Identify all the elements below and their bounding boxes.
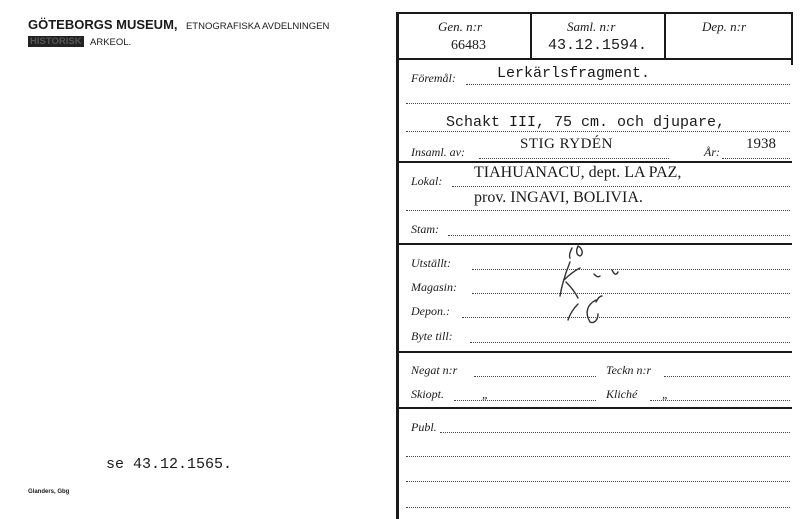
ar-value: 1938 (746, 136, 776, 152)
gen-label: Gen. n:r (438, 19, 483, 34)
lokal-line-2 (406, 210, 790, 211)
header-top-border (398, 12, 792, 14)
depon-label: Depon.: (411, 304, 450, 318)
teckn-line (664, 376, 790, 377)
lokal-value-1: TIAHUANACU, dept. LA PAZ, (474, 164, 682, 181)
byte-label: Byte till: (411, 329, 453, 343)
printer-mark: Glanders, Gbg (28, 489, 70, 495)
insaml-line (479, 158, 669, 159)
foremal-value: Lerkärlsfragment. (497, 65, 651, 82)
stam-label: Stam: (411, 222, 439, 236)
stam-line (448, 235, 790, 236)
foremal-value-2: Schakt III, 75 cm. och djupare, (446, 114, 726, 131)
section-line-1 (398, 161, 792, 163)
section-line-3 (398, 351, 792, 353)
publ-label: Publ. (411, 420, 437, 434)
ar-label: År: (704, 145, 720, 159)
insaml-value: STIG RYDÉN (520, 136, 613, 152)
kliche-label: Kliché (606, 387, 638, 401)
negat-line (474, 376, 596, 377)
arkeol-label: ARKEOL. (90, 37, 132, 48)
kliche-line (650, 400, 790, 401)
insaml-label: Insaml. av: (411, 145, 465, 159)
foremal-line-3 (406, 131, 790, 132)
museum-heading (28, 16, 329, 34)
museum-name: GÖTEBORGS MUSEUM, (28, 17, 178, 32)
dep-label: Dep. n:r (702, 19, 747, 34)
lokal-label: Lokal: (411, 174, 443, 188)
byte-line (470, 342, 790, 343)
magasin-label: Magasin: (411, 280, 457, 294)
foremal-line (466, 84, 790, 85)
header-sep-1 (530, 12, 532, 58)
foremal-label: Föremål: (411, 71, 456, 85)
ar-line (722, 158, 790, 159)
lokal-line-1 (452, 186, 790, 187)
publ-line-3 (406, 481, 790, 482)
saml-label: Saml. n:r (567, 19, 616, 34)
negat-label: Negat n:r (411, 363, 458, 377)
skiopt-line (454, 400, 596, 401)
header-bottom-border (398, 58, 792, 60)
utstallt-label: Utställt: (411, 256, 452, 270)
see-note: se 43.12.1565. (106, 456, 233, 473)
card-divider (396, 12, 399, 519)
saml-value: 43.12.1594. (548, 37, 648, 54)
publ-line-2 (406, 456, 790, 457)
teckn-label: Teckn n:r (606, 363, 652, 377)
struck-label: HISTORISK (30, 36, 82, 47)
department-name: ETNOGRAFISKA AVDELNINGEN (185, 21, 330, 32)
publ-line-4 (406, 507, 790, 508)
lokal-value-2: prov. INGAVI, BOLIVIA. (474, 189, 643, 206)
kliche-ditto: „ (662, 387, 669, 401)
header-sep-2 (664, 12, 666, 58)
gen-value: 66483 (451, 38, 486, 53)
publ-line-1 (440, 432, 790, 433)
handwritten-scribble (540, 240, 650, 330)
skiopt-ditto: „ (482, 387, 489, 401)
section-line-4 (398, 407, 792, 409)
foremal-line-2 (406, 103, 790, 104)
skiopt-label: Skiopt. (411, 387, 444, 401)
